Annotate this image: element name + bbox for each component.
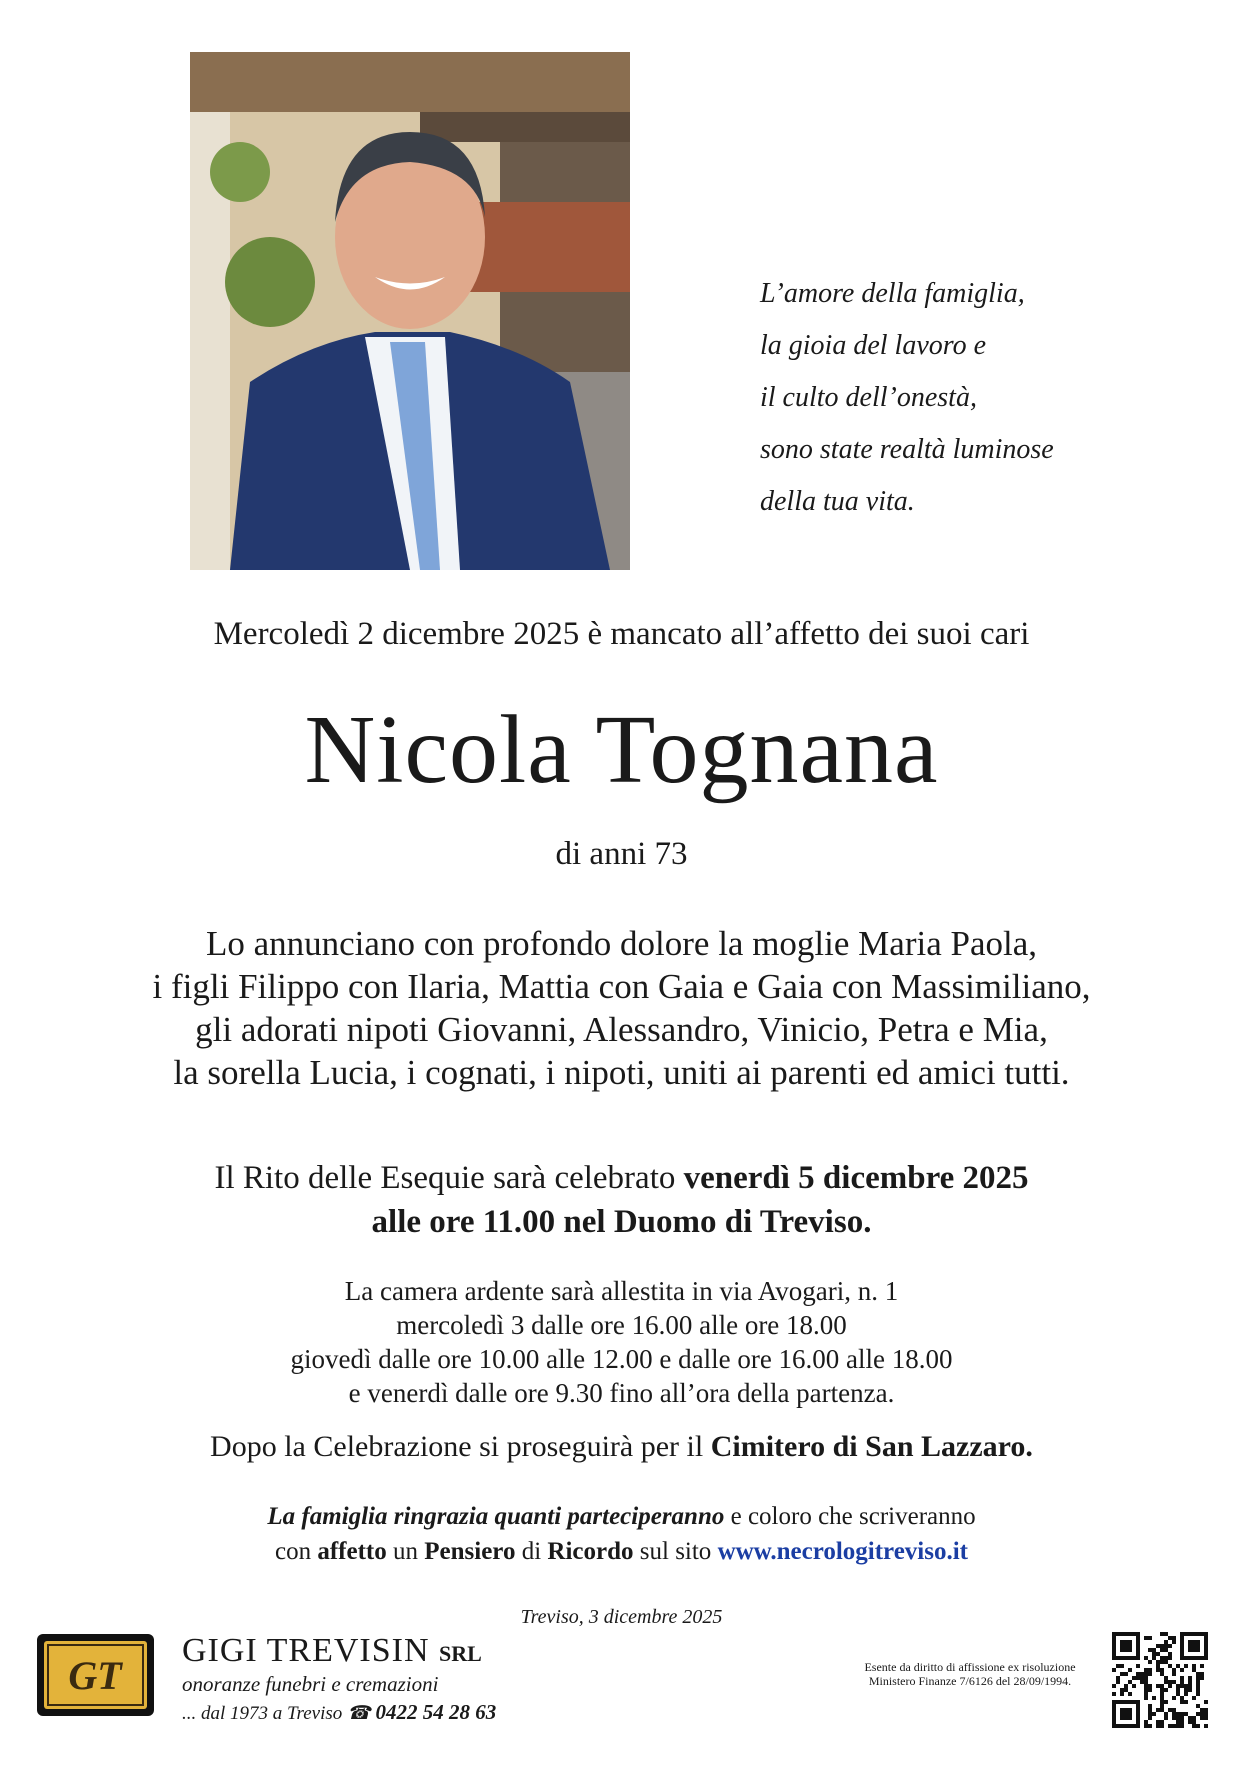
thanks-line-1 (0, 1503, 1243, 1531)
camera-line: giovedì dalle ore 10.00 alle 12.00 e dalle ore 16.00 alle 18.00 (290, 1344, 953, 1374)
company-tagline: onoranze funebri e cremazioni (182, 1672, 439, 1696)
exemption-note (840, 1660, 1100, 1688)
camera-line: mercoledì 3 dalle ore 16.00 alle ore 18.00 (396, 1310, 847, 1340)
logo-letters: GT (68, 1653, 122, 1698)
family-line: i figli Filippo con Ilaria, Mattia con Gaia e Gaia con Massimiliano, (152, 967, 1091, 1006)
deceased-name: Nicola Tognana (304, 696, 939, 804)
thanks-text: di (515, 1538, 548, 1565)
funeral-prefix: Il Rito delle Esequie sarà celebrato (214, 1160, 684, 1196)
phone-icon: ☎ (347, 1703, 371, 1724)
company-name-text: GIGI TREVISIN (182, 1632, 430, 1669)
camera-ardente (0, 1274, 1243, 1410)
logo-monogram-icon (44, 1641, 147, 1709)
qr-code-icon[interactable] (1112, 1632, 1208, 1728)
website-link[interactable]: www.necrologitreviso.it (717, 1538, 968, 1565)
burial-prefix: Dopo la Celebrazione si proseguirà per il (210, 1430, 711, 1463)
poem-line: L’amore della famiglia, (760, 278, 1025, 309)
thanks-line-2 (0, 1538, 1243, 1566)
cemetery-name: Cimitero di San Lazzaro. (710, 1430, 1033, 1463)
burial-line (0, 1430, 1243, 1464)
family-line: la sorella Lucia, i cognati, i nipoti, uniti ai parenti ed amici tutti. (173, 1053, 1070, 1092)
funeral-line-2: alle ore 11.00 nel Duomo di Treviso. (371, 1204, 872, 1240)
exemption-line: Ministero Finanze 7/6126 del 28/09/1994. (868, 1674, 1072, 1688)
thanks-text: Ricordo (547, 1538, 634, 1565)
thanks-text: con (275, 1538, 318, 1565)
company-name (182, 1632, 482, 1670)
family-line: Lo annunciano con profondo dolore la moglie Maria Paola, (205, 924, 1037, 963)
funeral-date: venerdì 5 dicembre 2025 (683, 1160, 1029, 1196)
company-since (182, 1700, 496, 1725)
thanks-text: affetto (317, 1538, 387, 1565)
poem-line: la gioia del lavoro e (760, 330, 987, 361)
poem-line: il culto dell’onestà, (760, 382, 977, 413)
thanks-text: un (386, 1538, 425, 1565)
thanks-bold: La famiglia ringrazia quanti parteciperanno (267, 1503, 725, 1530)
intro-text: Mercoledì 2 dicembre 2025 è mancato all’affetto dei suoi cari (213, 616, 1030, 652)
poem (760, 268, 1190, 528)
place-date: Treviso, 3 dicembre 2025 (520, 1606, 723, 1628)
since-text: ... dal 1973 a Treviso (182, 1703, 343, 1724)
camera-line: La camera ardente sarà allestita in via Avogari, n. 1 (344, 1276, 899, 1306)
thanks-text: sul sito (633, 1538, 718, 1565)
family-line: gli adorati nipoti Giovanni, Alessandro, Vinicio, Petra e Mia, (195, 1010, 1048, 1049)
family-announcement (0, 922, 1243, 1094)
company-logo (37, 1634, 154, 1716)
company-suffix: SRL (439, 1641, 482, 1666)
funeral-line-1 (0, 1160, 1243, 1197)
camera-line: e venerdì dalle ore 9.30 fino all’ora della partenza. (348, 1378, 895, 1408)
poem-line: della tua vita. (760, 486, 915, 517)
logo-gold-plate (44, 1641, 147, 1709)
thanks-rest: e coloro che scriveranno (724, 1503, 976, 1530)
exemption-line: Esente da diritto di affissione ex risoluzione (864, 1660, 1076, 1674)
portrait-photo (190, 52, 630, 570)
thanks-text: Pensiero (424, 1538, 516, 1565)
poem-line: sono state realtà luminose (760, 434, 1054, 465)
age-text: di anni 73 (555, 836, 688, 872)
phone-number[interactable]: 0422 54 28 63 (375, 1700, 497, 1724)
